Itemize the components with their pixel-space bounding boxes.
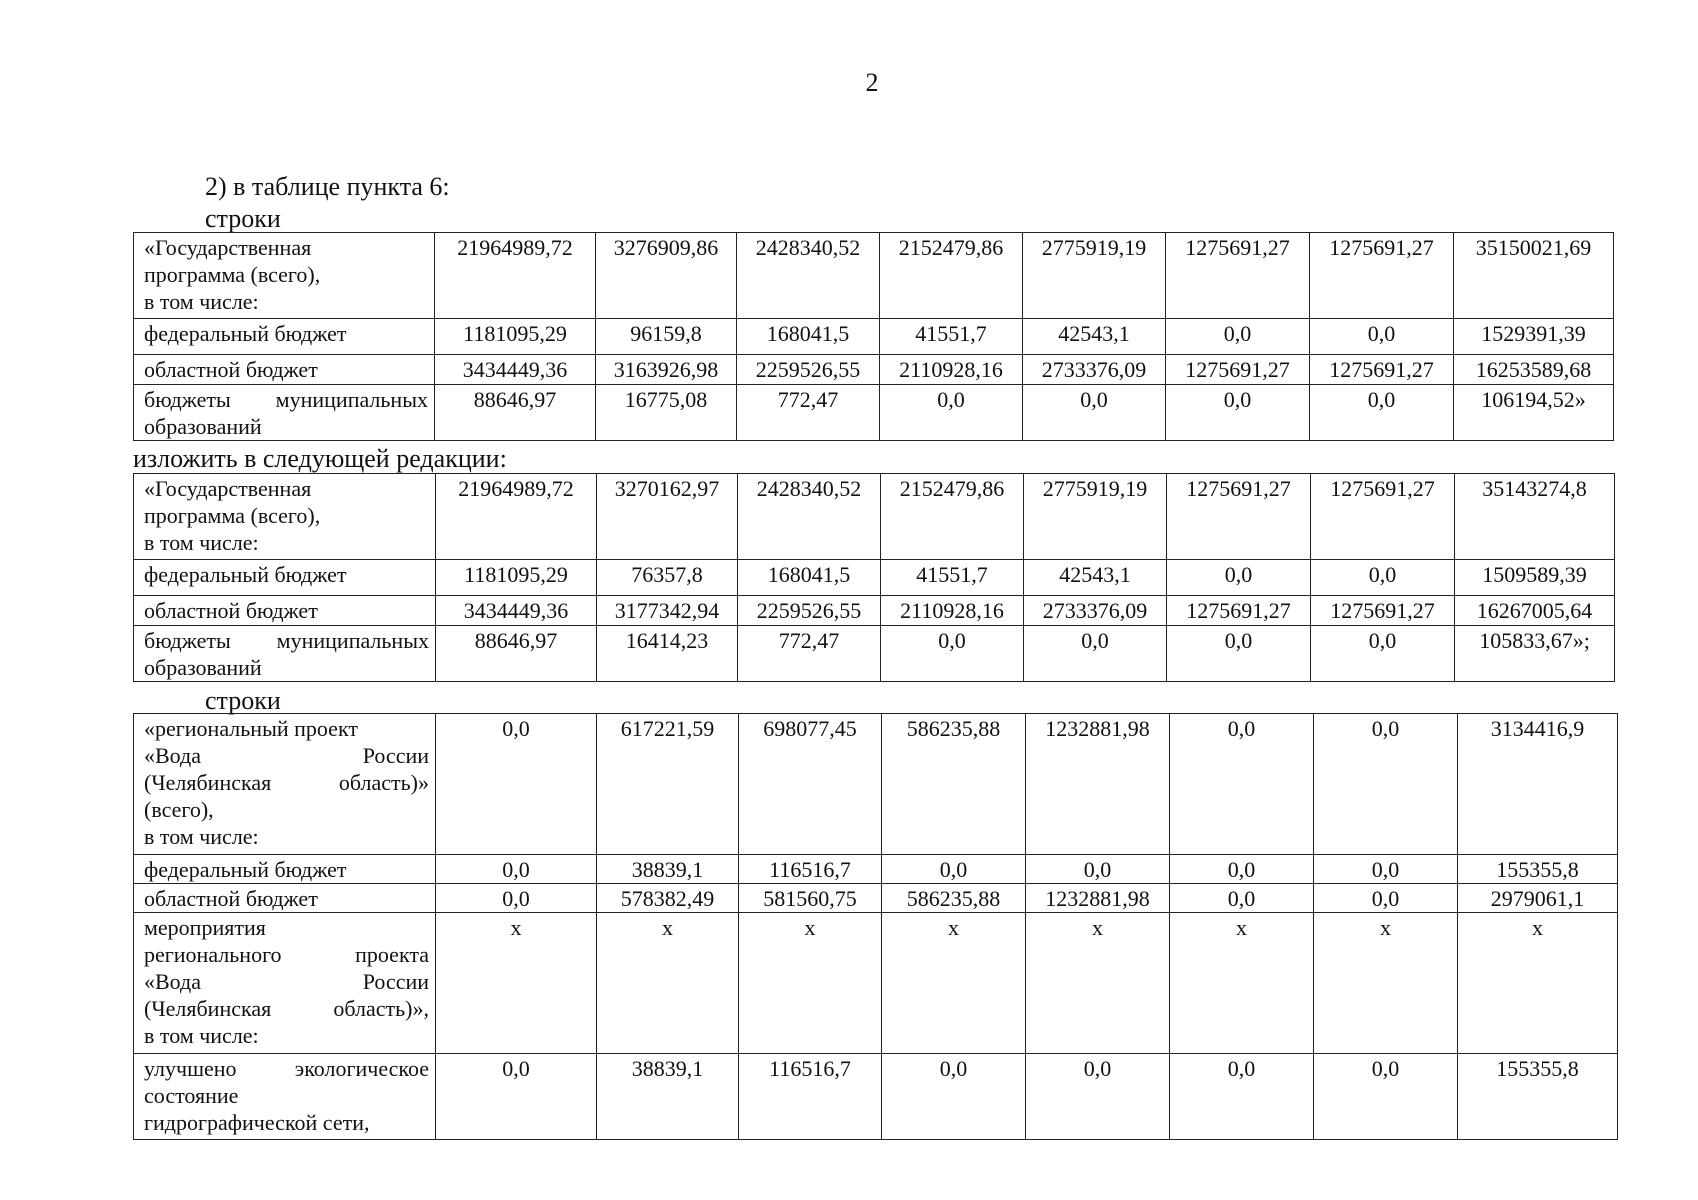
row-label-line: мероприятия xyxy=(144,915,266,940)
value-cell: 155355,8 xyxy=(1458,855,1618,884)
value-cell: 0,0 xyxy=(1026,1054,1170,1140)
value-cell: 0,0 xyxy=(1170,855,1314,884)
value-cell: 1275691,27 xyxy=(1166,355,1310,385)
row-label-line: программа (всего), xyxy=(144,262,321,287)
row-label-line: областной бюджет xyxy=(144,886,318,911)
value-cell: 0,0 xyxy=(1167,626,1311,682)
value-cell: 21964989,72 xyxy=(436,474,597,560)
value-cell: 2428340,52 xyxy=(737,233,880,319)
value-cell: 3434449,36 xyxy=(436,596,597,626)
row-label-line: «региональный проект xyxy=(144,716,358,741)
value-cell: 1275691,27 xyxy=(1167,596,1311,626)
row-label-line: областной бюджет xyxy=(144,357,318,382)
value-cell: 0,0 xyxy=(1024,626,1167,682)
value-cell: x xyxy=(882,913,1026,1054)
value-cell: 0,0 xyxy=(880,385,1023,441)
label-word: область)», xyxy=(333,996,429,1021)
value-cell: x xyxy=(1314,913,1458,1054)
value-cell: 16414,23 xyxy=(597,626,738,682)
value-cell: 0,0 xyxy=(882,855,1026,884)
row-label xyxy=(134,855,436,884)
value-cell: 2733376,09 xyxy=(1024,596,1167,626)
row-label-line xyxy=(144,968,429,995)
value-cell: 1275691,27 xyxy=(1310,233,1454,319)
table-row xyxy=(134,855,1618,884)
value-cell: 88646,97 xyxy=(436,626,597,682)
intro-line: 2) в таблице пункта 6: xyxy=(205,172,450,201)
table-row xyxy=(134,913,1618,1054)
table-row xyxy=(134,596,1615,626)
value-cell: 3434449,36 xyxy=(435,355,596,385)
label-word: бюджеты xyxy=(144,628,231,653)
value-cell: 3177342,94 xyxy=(597,596,738,626)
label-word: (Челябинская xyxy=(144,996,272,1021)
label-word: область)» xyxy=(338,770,429,795)
value-cell: 0,0 xyxy=(1170,1054,1314,1140)
value-cell: 581560,75 xyxy=(739,884,882,913)
value-cell: 41551,7 xyxy=(880,319,1023,355)
value-cell: 38839,1 xyxy=(597,1054,739,1140)
label-word: России xyxy=(362,969,429,994)
value-cell: 2775919,19 xyxy=(1024,474,1167,560)
value-cell: 42543,1 xyxy=(1024,560,1167,596)
value-cell: 2259526,55 xyxy=(737,355,880,385)
value-cell: x xyxy=(739,913,882,1054)
row-label-line xyxy=(144,742,429,769)
label-word: бюджеты xyxy=(144,387,231,412)
value-cell: 105833,67»; xyxy=(1455,626,1615,682)
label-word: муниципальных xyxy=(275,387,428,412)
label-word: улучшено xyxy=(144,1056,237,1081)
value-cell: 0,0 xyxy=(1170,884,1314,913)
value-cell: 2152479,86 xyxy=(880,233,1023,319)
row-label-line: состояние xyxy=(144,1083,239,1108)
label-word: проекта xyxy=(355,942,429,967)
row-label-line: в том числе: xyxy=(144,530,259,555)
value-cell: 0,0 xyxy=(1166,319,1310,355)
value-cell: 3163926,98 xyxy=(596,355,737,385)
value-cell: 168041,5 xyxy=(738,560,881,596)
value-cell: 1275691,27 xyxy=(1310,355,1454,385)
row-label-line xyxy=(144,995,429,1022)
rows-label-1: строки xyxy=(205,204,281,233)
label-word: «Вода xyxy=(144,743,201,768)
value-cell: 2110928,16 xyxy=(880,355,1023,385)
value-cell: 1232881,98 xyxy=(1026,714,1170,855)
value-cell: 1509589,39 xyxy=(1455,560,1615,596)
value-cell: 578382,49 xyxy=(597,884,739,913)
row-label xyxy=(134,560,436,596)
value-cell: 116516,7 xyxy=(739,1054,882,1140)
value-cell: 1275691,27 xyxy=(1311,474,1455,560)
value-cell: 0,0 xyxy=(1310,319,1454,355)
value-cell: 1181095,29 xyxy=(435,319,596,355)
value-cell: 586235,88 xyxy=(882,714,1026,855)
value-cell: 1232881,98 xyxy=(1026,884,1170,913)
value-cell: 0,0 xyxy=(1314,855,1458,884)
value-cell: 96159,8 xyxy=(596,319,737,355)
value-cell: 2259526,55 xyxy=(738,596,881,626)
table-row xyxy=(134,1054,1618,1140)
row-label-line: (всего), xyxy=(144,797,214,822)
value-cell: 168041,5 xyxy=(737,319,880,355)
row-label xyxy=(134,233,435,319)
value-cell: 2152479,86 xyxy=(881,474,1024,560)
label-word: «Вода xyxy=(144,969,201,994)
row-label-line: областной бюджет xyxy=(144,598,318,623)
value-cell: 16775,08 xyxy=(596,385,737,441)
row-label xyxy=(134,474,436,560)
row-label-line: «Государственная xyxy=(144,235,312,260)
value-cell: 1275691,27 xyxy=(1311,596,1455,626)
row-label-line: в том числе: xyxy=(144,289,259,314)
value-cell: x xyxy=(1170,913,1314,1054)
value-cell: 0,0 xyxy=(1023,385,1166,441)
value-cell: 1275691,27 xyxy=(1166,233,1310,319)
value-cell: 586235,88 xyxy=(882,884,1026,913)
value-cell: 3270162,97 xyxy=(597,474,738,560)
value-cell: 0,0 xyxy=(436,714,597,855)
table-row xyxy=(134,626,1615,682)
row-label xyxy=(134,385,435,441)
row-label xyxy=(134,596,436,626)
value-cell: 106194,52» xyxy=(1454,385,1614,441)
value-cell: x xyxy=(436,913,597,1054)
value-cell: 21964989,72 xyxy=(435,233,596,319)
value-cell: 88646,97 xyxy=(435,385,596,441)
table-row xyxy=(134,474,1615,560)
value-cell: 3134416,9 xyxy=(1458,714,1618,855)
row-label-line xyxy=(144,941,429,968)
rows-label-2: строки xyxy=(205,686,281,715)
value-cell: 0,0 xyxy=(1311,560,1455,596)
row-label-line: в том числе: xyxy=(144,1023,259,1048)
row-label-line: федеральный бюджет xyxy=(144,857,347,882)
value-cell: 41551,7 xyxy=(881,560,1024,596)
value-cell: x xyxy=(597,913,739,1054)
value-cell: 0,0 xyxy=(1311,626,1455,682)
page-number: 2 xyxy=(865,68,879,97)
value-cell: 116516,7 xyxy=(739,855,882,884)
replace-line: изложить в следующей редакции: xyxy=(133,444,507,473)
value-cell: 1275691,27 xyxy=(1167,474,1311,560)
row-label-line: программа (всего), xyxy=(144,503,321,528)
value-cell: 38839,1 xyxy=(597,855,739,884)
value-cell: 1181095,29 xyxy=(436,560,597,596)
row-label-line xyxy=(144,386,428,413)
value-cell: 2110928,16 xyxy=(881,596,1024,626)
value-cell: 2428340,52 xyxy=(738,474,881,560)
label-word: муниципальных xyxy=(276,628,429,653)
row-label-line: гидрографической сети, xyxy=(144,1110,370,1135)
table-row xyxy=(134,233,1614,319)
value-cell: 2733376,09 xyxy=(1023,355,1166,385)
label-word: экологическое xyxy=(294,1056,429,1081)
row-label-line xyxy=(144,627,429,654)
row-label-line: федеральный бюджет xyxy=(144,321,347,346)
value-cell: x xyxy=(1458,913,1618,1054)
value-cell: 2979061,1 xyxy=(1458,884,1618,913)
value-cell: 16253589,68 xyxy=(1454,355,1614,385)
value-cell: 617221,59 xyxy=(597,714,739,855)
table-regional-project-rows xyxy=(133,713,1618,1140)
value-cell: 0,0 xyxy=(436,855,597,884)
value-cell: 0,0 xyxy=(1170,714,1314,855)
table-row xyxy=(134,355,1614,385)
value-cell: 0,0 xyxy=(882,1054,1026,1140)
row-label xyxy=(134,319,435,355)
row-label-line xyxy=(144,769,429,796)
value-cell: 698077,45 xyxy=(739,714,882,855)
value-cell: x xyxy=(1026,913,1170,1054)
label-word: регионального xyxy=(144,942,282,967)
row-label-line: образований xyxy=(144,414,262,439)
value-cell: 35143274,8 xyxy=(1455,474,1615,560)
row-label xyxy=(134,626,436,682)
table-row xyxy=(134,884,1618,913)
value-cell: 0,0 xyxy=(881,626,1024,682)
row-label xyxy=(134,355,435,385)
value-cell: 16267005,64 xyxy=(1455,596,1615,626)
table-row xyxy=(134,714,1618,855)
value-cell: 35150021,69 xyxy=(1454,233,1614,319)
value-cell: 0,0 xyxy=(1026,855,1170,884)
label-word: России xyxy=(362,743,429,768)
value-cell: 1529391,39 xyxy=(1454,319,1614,355)
table-row xyxy=(134,560,1615,596)
row-label xyxy=(134,714,436,855)
value-cell: 3276909,86 xyxy=(596,233,737,319)
table-old-rows xyxy=(133,232,1614,441)
table-row xyxy=(134,385,1614,441)
value-cell: 0,0 xyxy=(1310,385,1454,441)
row-label-line: в том числе: xyxy=(144,824,259,849)
row-label xyxy=(134,884,436,913)
row-label xyxy=(134,913,436,1054)
value-cell: 0,0 xyxy=(1314,1054,1458,1140)
value-cell: 772,47 xyxy=(738,626,881,682)
value-cell: 42543,1 xyxy=(1023,319,1166,355)
value-cell: 76357,8 xyxy=(597,560,738,596)
label-word: (Челябинская xyxy=(144,770,272,795)
value-cell: 0,0 xyxy=(436,1054,597,1140)
value-cell: 772,47 xyxy=(737,385,880,441)
value-cell: 2775919,19 xyxy=(1023,233,1166,319)
table-new-rows xyxy=(133,473,1615,682)
row-label-line: федеральный бюджет xyxy=(144,562,347,587)
table-row xyxy=(134,319,1614,355)
row-label xyxy=(134,1054,436,1140)
value-cell: 0,0 xyxy=(1167,560,1311,596)
row-label-line: образований xyxy=(144,655,262,680)
value-cell: 0,0 xyxy=(1314,714,1458,855)
value-cell: 0,0 xyxy=(1314,884,1458,913)
value-cell: 155355,8 xyxy=(1458,1054,1618,1140)
row-label-line xyxy=(144,1055,429,1082)
value-cell: 0,0 xyxy=(436,884,597,913)
value-cell: 0,0 xyxy=(1166,385,1310,441)
row-label-line: «Государственная xyxy=(144,476,312,501)
